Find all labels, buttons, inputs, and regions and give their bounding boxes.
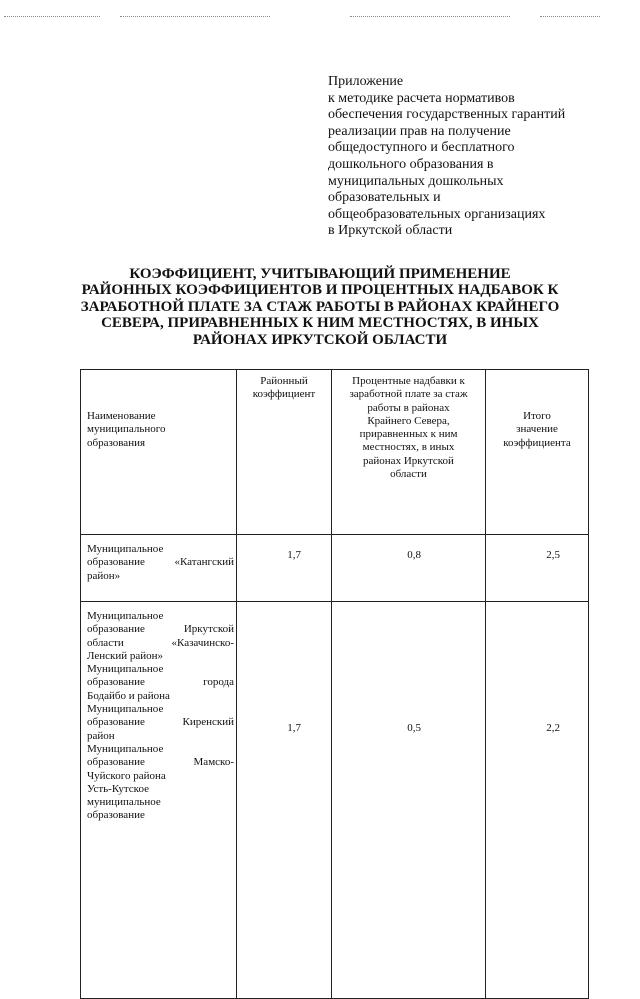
municipality-line: [87, 809, 234, 822]
appendix-line: Приложение: [328, 74, 404, 89]
municipality-word: образование: [87, 556, 145, 569]
municipality-word: муниципальное: [87, 796, 161, 809]
title-line: КОЭФФИЦИЕНТ, УЧИТЫВАЮЩИЙ ПРИМЕНЕНИЕ: [129, 266, 511, 282]
municipality-word: образование: [87, 756, 145, 769]
municipality-word: «Казачинско-: [171, 636, 234, 649]
percentage-allowance-value: 0,5: [332, 602, 486, 999]
municipality-line: [87, 690, 234, 703]
header-percentage-allowance: [332, 370, 486, 535]
header-line: муниципального: [87, 423, 166, 436]
municipality-line: [87, 743, 234, 756]
municipality-line: [87, 650, 234, 663]
municipality-line: [87, 756, 234, 769]
municipality-line: [87, 637, 234, 650]
header-line: Наименование: [87, 410, 156, 422]
header-line: районах Иркутской: [363, 454, 454, 467]
municipality-word: образование: [87, 716, 145, 729]
municipality-line: [87, 543, 234, 556]
appendix-line: общеобразовательных организациях: [328, 206, 546, 222]
header-line: Итого: [523, 410, 551, 422]
municipality-line: [87, 570, 234, 583]
municipality-cell: [81, 602, 237, 999]
header-line: Крайнего Севера,: [367, 414, 450, 427]
header-municipality: [81, 370, 237, 535]
municipality-line: [87, 716, 234, 729]
total-coefficient-value: 2,5: [486, 535, 589, 602]
title-line: РАЙОНАХ ИРКУТСКОЙ ОБЛАСТИ: [192, 331, 448, 348]
municipality-line: [87, 623, 234, 636]
municipality-word: Муниципальное: [87, 703, 164, 716]
appendix-line: реализации прав на получение: [328, 123, 511, 139]
municipality-word: Усть-Кутское: [87, 782, 149, 795]
header-district-coefficient: [237, 370, 332, 535]
title-line: СЕВЕРА, ПРИРАВНЕННЫХ К НИМ МЕСТНОСТЯХ, В ИНЫХ: [101, 315, 539, 332]
municipality-line: [87, 703, 234, 716]
municipality-word: города: [203, 676, 234, 689]
document-title: [70, 266, 570, 348]
header-line: местностях, в иных: [362, 441, 455, 454]
municipality-line: [87, 676, 234, 689]
header-line: значение: [516, 423, 558, 436]
municipality-line: [87, 770, 234, 783]
header-line: образования: [87, 436, 146, 449]
header-line: области: [390, 468, 427, 481]
district-coefficient-value: 1,7: [237, 602, 332, 999]
percentage-allowance-value: 0,8: [332, 535, 486, 602]
appendix-line: обеспечения государственных гарантий: [328, 107, 566, 123]
municipality-word: Муниципальное: [87, 610, 164, 622]
header-line: заработной плате за стаж: [349, 388, 468, 401]
municipality-word: Ленский район»: [87, 649, 164, 662]
appendix-line: дошкольного образования в: [328, 156, 494, 172]
district-coefficient-value: 1,7: [237, 535, 332, 602]
municipality-word: «Катангский: [174, 556, 234, 569]
header-line: коэффициента: [503, 436, 571, 449]
municipality-cell: [81, 535, 237, 602]
municipality-line: [87, 783, 234, 796]
scan-artifact-line: [120, 16, 270, 17]
municipality-line: [87, 730, 234, 743]
appendix-note: [328, 74, 628, 240]
appendix-line: муниципальных дошкольных: [328, 173, 504, 189]
appendix-line: к методике расчета нормативов: [328, 90, 515, 106]
municipality-word: Муниципальное: [87, 543, 164, 555]
total-coefficient-value: 2,2: [486, 602, 589, 999]
table-row: [81, 602, 589, 999]
table-row: [81, 535, 589, 602]
municipality-word: Мамско-: [193, 756, 234, 769]
municipality-line: [87, 663, 234, 676]
municipality-word: образование: [87, 809, 145, 822]
title-line: ЗАРАБОТНОЙ ПЛАТЕ ЗА СТАЖ РАБОТЫ В РАЙОНАХ КРАЙНЕГО: [80, 298, 560, 315]
municipality-line: [87, 610, 234, 623]
scan-artifact-line: [350, 16, 510, 17]
scan-artifact-line: [540, 16, 600, 17]
header-total-coefficient: [486, 370, 589, 535]
header-line: Процентные надбавки к: [352, 375, 465, 387]
scan-artifact-line: [4, 16, 100, 17]
appendix-line: общедоступного и бесплатного: [328, 140, 515, 156]
municipality-word: Чуйского района: [87, 769, 166, 782]
municipality-word: район: [87, 729, 115, 742]
appendix-line: в Иркутской области: [328, 223, 453, 239]
municipality-word: район»: [87, 569, 121, 582]
municipality-line: [87, 556, 234, 569]
municipality-line: [87, 796, 234, 809]
municipality-word: образование: [87, 623, 145, 636]
header-line: работы в районах: [367, 401, 450, 414]
municipality-word: Киренский: [182, 716, 234, 729]
municipality-word: Иркутской: [183, 623, 234, 636]
appendix-line: образовательных и: [328, 190, 441, 206]
table-header-row: [81, 370, 589, 535]
municipality-word: Бодайбо и района: [87, 689, 170, 702]
header-line: Районный: [260, 375, 308, 387]
header-line: коэффициент: [252, 388, 316, 401]
municipality-word: Муниципальное: [87, 663, 164, 676]
municipality-word: образование: [87, 676, 145, 689]
municipality-word: области: [87, 636, 124, 649]
municipality-word: Муниципальное: [87, 742, 164, 755]
header-line: приравненных к ним: [359, 428, 458, 441]
title-line: РАЙОННЫХ КОЭФФИЦИЕНТОВ И ПРОЦЕНТНЫХ НАДБАВОК К: [81, 282, 559, 299]
